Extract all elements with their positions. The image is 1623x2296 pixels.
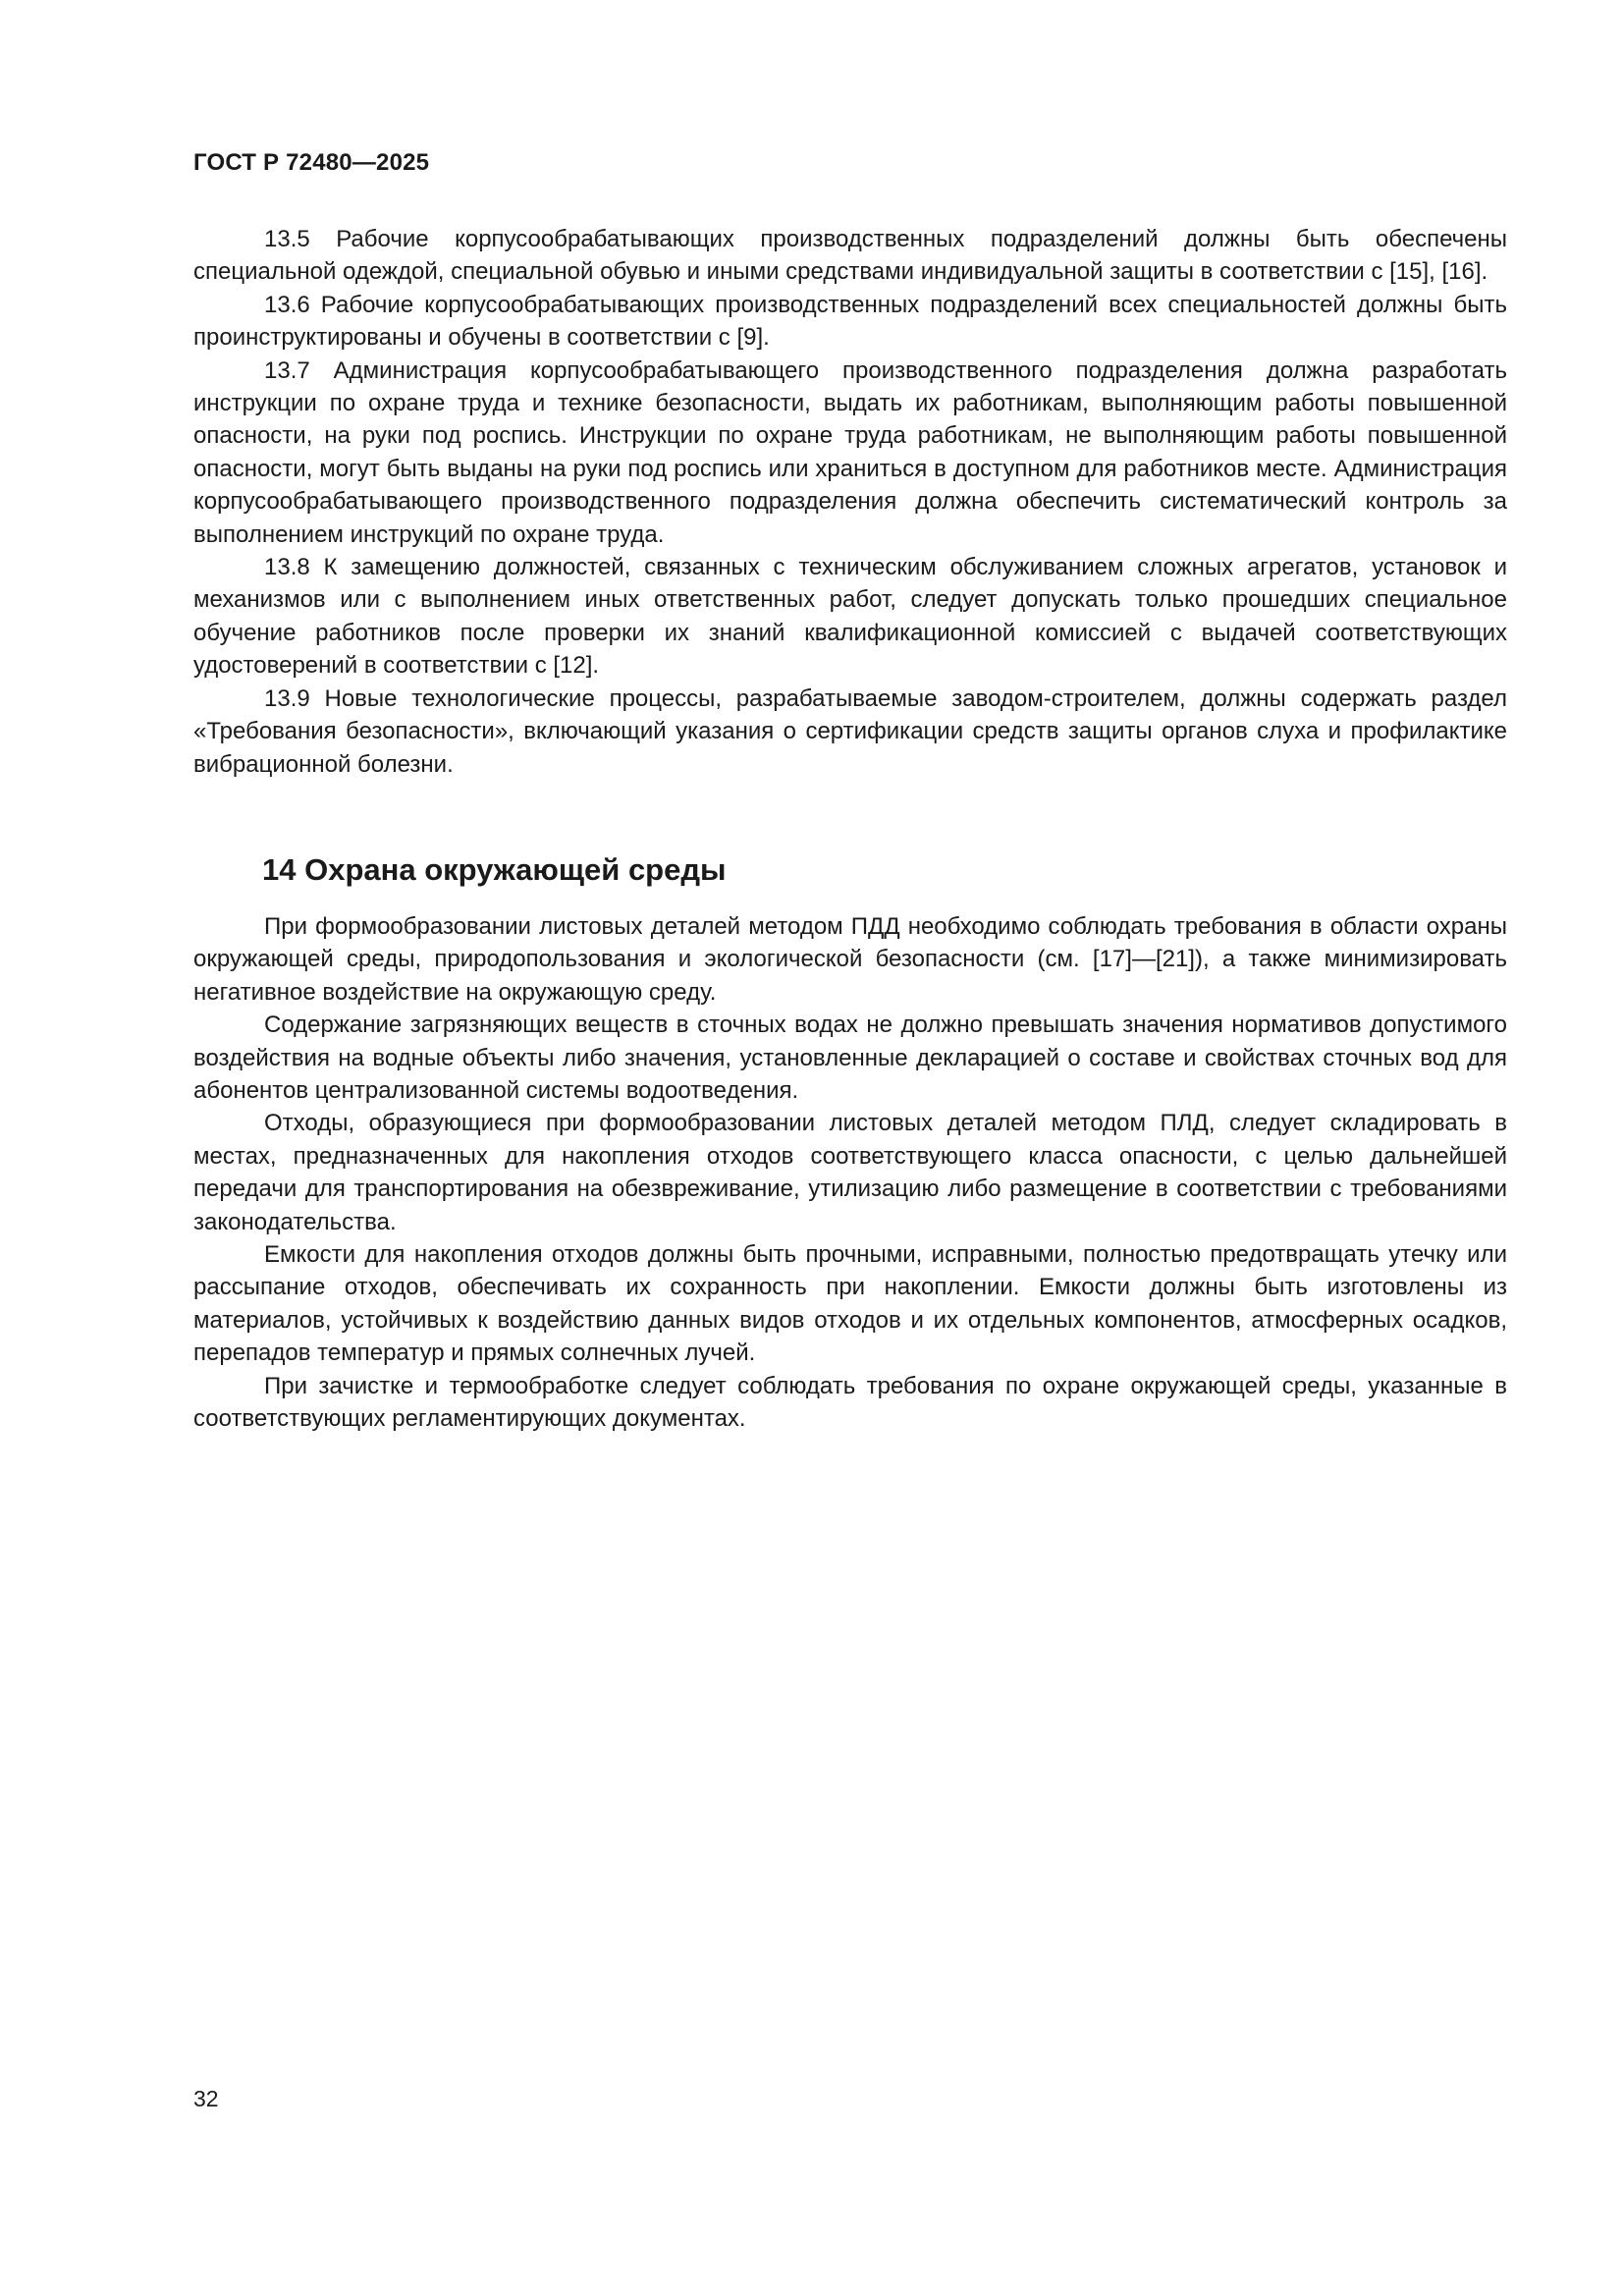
paragraph-cleaning-heat-treatment: При зачистке и термообработке следует соблюдать требования по охране окружающей среды, указанные в соответствующих регламентирующих документах. [193, 1372, 1507, 1433]
paragraph-waste-containers: Емкости для накопления отходов должны быть прочными, исправными, полностью предотвращать утечку или рассыпание отходов, обеспечивать их сохранность при накоплении. Емкости должны быть изготовлены из материалов, устойчивых к воздействию данных видов отходов и их отдельных компонентов, атмосферных осадков, перепадов температур и прямых солнечных лучей. [193, 1241, 1507, 1367]
section-13-body [193, 223, 1507, 781]
page-number: 32 [193, 2086, 219, 2111]
section-14-body [193, 910, 1507, 1436]
paragraph-environmental-requirements: При формообразовании листовых деталей методом ПДД необходимо соблюдать требования в области охраны окружающей среды, природопользования и экологической безопасности (см. [17]—[21]), а также минимизировать негативное воздействие на окружающую среду. [193, 913, 1507, 1006]
paragraph-waste-storage: Отходы, образующиеся при формообразовании листовых деталей методом ПЛД, следует складировать в местах, предназначенных для накопления отходов соответствующего класса опасности, с целью дальнейшей передачи для транспортирования на обезвреживание, утилизацию либо размещение в соответствии с требованиями законодательства. [193, 1110, 1507, 1235]
paragraph-13-8: 13.8 К замещению должностей, связанных с техническим обслуживанием сложных агрегатов, установок и механизмов или с выполнением иных ответственных работ, следует допускать только прошедших специальное обучение работников после проверки их знаний квалификационной комиссией с выдачей соответствующих удостоверений в соответствии с [12]. [193, 554, 1507, 680]
paragraph-13-6: 13.6 Рабочие корпусообрабатывающих производственных подразделений всех специальностей должны быть проинструктированы и обучены в соответствии с [9]. [193, 291, 1507, 352]
paragraph-13-7: 13.7 Администрация корпусообрабатывающего производственного подразделения должна разработать инструкции по охране труда и технике безопасности, выдать их работникам, выполняющим работы повышенной опасности, на руки под роспись. Инструкции по охране труда работникам, не выполняющим работы повышенной опасности, могут быть выданы на руки под роспись или храниться в доступном для работников месте. Администрация корпусообрабатывающего производственного подразделения должна обеспечить систематический контроль за выполнением инструкций по охране труда. [193, 356, 1507, 548]
document-designation: ГОСТ Р 72480—2025 [193, 149, 430, 176]
paragraph-13-5: 13.5 Рабочие корпусообрабатывающих производственных подразделений должны быть обеспечены специальной одеждой, специальной обувью и иными средствами индивидуальной защиты в соответствии с [15], [16]. [193, 226, 1507, 286]
paragraph-13-9: 13.9 Новые технологические процессы, разрабатываемые заводом-строителем, должны содержать раздел «Требования безопасности», включающий указания о сертификации средств защиты органов слуха и профилактике вибрационной болезни. [193, 684, 1507, 778]
paragraph-wastewater: Содержание загрязняющих веществ в сточных водах не должно превышать значения нормативов допустимого воздействия на водные объекты либо значения, установленные декларацией о составе и свойствах сточных вод для абонентов централизованной системы водоотведения. [193, 1011, 1507, 1105]
section-14-heading: 14 Охрана окружающей среды [262, 852, 727, 887]
